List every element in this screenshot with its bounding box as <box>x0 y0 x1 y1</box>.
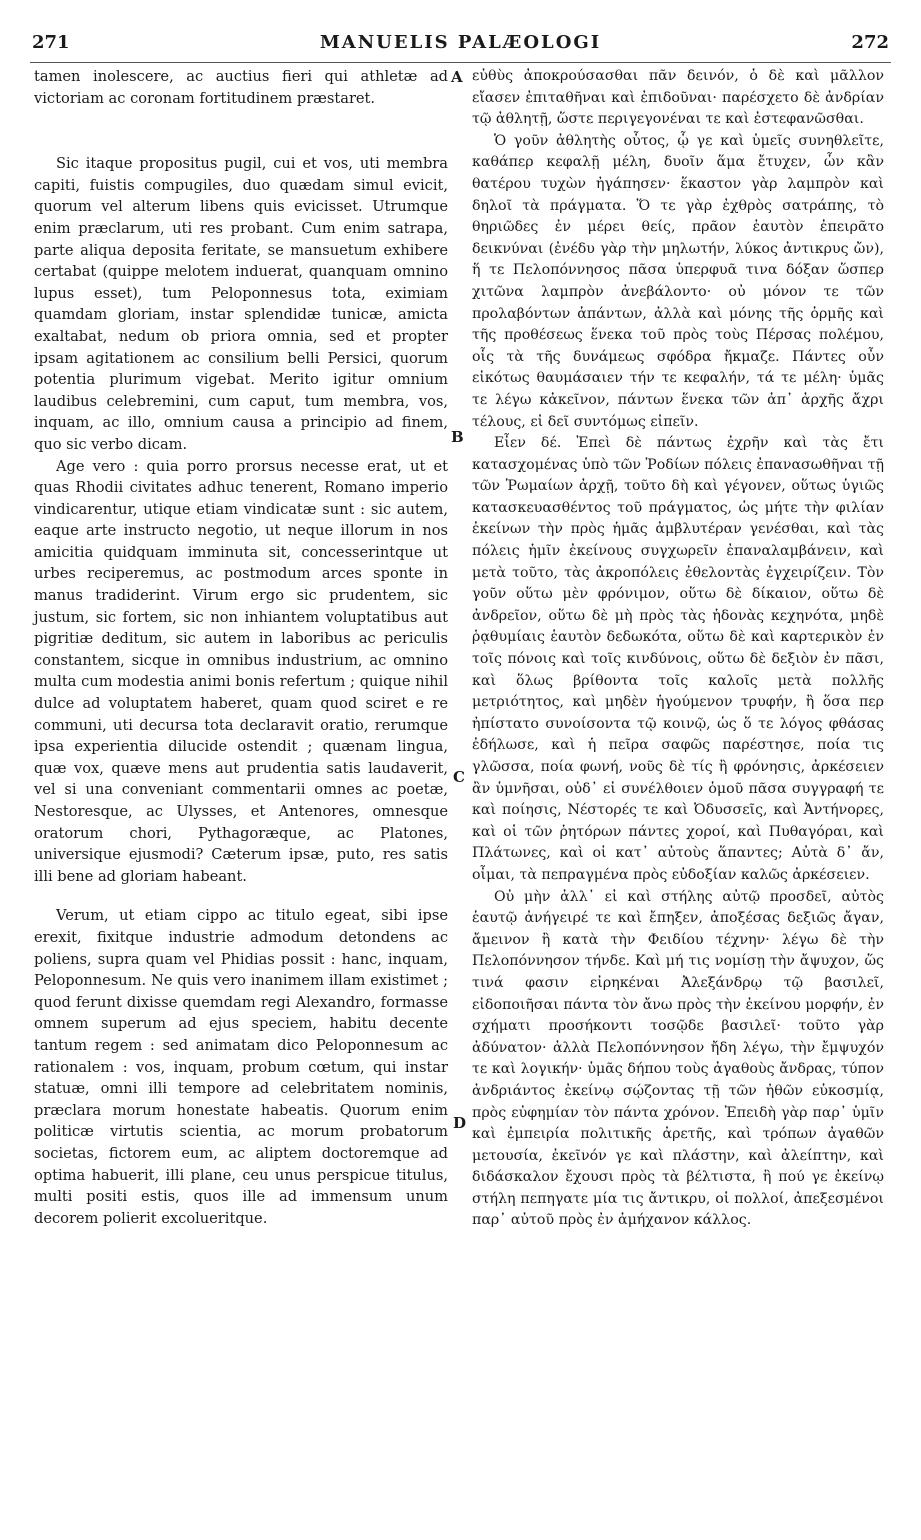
latin-paragraph-3: Verum, ut etiam cippo ac titulo egeat, sibi ipse erexit, fixitque industrie admodum detondens ac poliens, supra quam vel Phidias possit : hanc, inquam, Peloponnesum. Ne quis vero inanimem illam existimet ; quod ferunt dixisse quemdam regi Alexandro, formasse omnem superum ad ejus speciem, habitu decente tantum regem : sed animatam dico Peloponnesum ac rationalem : vos, inquam, probum cœtum, qui instar statuæ, omni illi tempore ad celebritatem nominis, præclara morum honestate habeatis. Quorum enim politicæ virtutis scientia, ac morum probatorum societas, fictorem eum, ac aliptem doctoremque ad optima habuerit, illi plane, ceu unus perspicue titulus, multi positi estis, quos ille ad immensum unum decorem polierit excolueritque. <box>34 907 448 1227</box>
header-rule <box>30 62 891 63</box>
page-header <box>30 30 891 60</box>
latin-column <box>34 66 448 1229</box>
latin-paragraph-1: Sic itaque propositus pugil, cui et vos, uti membra capiti, fuistis compugiles, duo quædam simul evicit, quorum vel alterum libens quis evicisset. Utrumque enim præclarum, uti res probant. Cum enim satrapa, parte aliqua deposita feritate, se mansuetum exhibere certabat (quippe melotem induerat, quanquam omnino lupus esset), tum Peloponnesus tota, eximiam quamdam gloriam, instar splendidæ tunicæ, amicta exaltabat, nedum ob priora omnia, sed et propter ipsam agitationem ac consilium belli Persici, quorum potentia plurimum vigebat. Merito igitur omnium laudibus celebremini, cum caput, tum membra, vos, inquam, ac illo, omnium causa a principio ad finem, quo sic verbo dicam. <box>34 155 448 453</box>
latin-paragraph-0: tamen inolescere, ac auctius fieri qui athletæ ad victoriam ac coronam fortitudinem præstaret. <box>34 68 448 107</box>
running-title: MANUELIS PALÆOLOGI <box>319 32 602 53</box>
greek-paragraph-1: Ὁ γοῦν ἀθλητὴς οὗτος, ᾧ γε καὶ ὑμεῖς συνηθλεῖτε, καθάπερ κεφαλῇ μέλη, δυοῖν ἅμα ἔτυχεν, ὧν κἂν θατέρου τυχὼν ἠγάπησεν· ἕκαστον γὰρ λαμπρὸν καὶ δηλοῖ τὰ πράγματα. Ὅ τε γὰρ ἐχθρὸς σατράπης, τὸ θηριῶδες ἐν μέρει θείς, πρᾶον ἑαυτὸν ἐπειρᾶτο δεικνύναι (ἐνέδυ γὰρ τὴν μηλωτήν, λύκος ἀντικρυς ὤν), ἥ τε Πελοπόννησος πᾶσα ὑπερφυᾶ τινα δόξαν ὥσπερ χιτῶνα λαμπρὸν ἀνεβάλοντο· οὐ μόνον τε τῶν προλαβόντων ἁπάντων, ἀλλὰ καὶ μόνης τῆς ὁρμῆς καὶ τῆς προθέσεως ἕνεκα τοῦ πρὸς τοὺς Πέρσας πολέμου, οἷς τὰ τῆς δυνάμεως σφόδρα ἤκμαζε. Πάντες οὖν εἰκότως θαυμάσαιεν τήν τε κεφαλήν, τά τε μέλη· ὑμᾶς τε λέγω κἀκεῖνον, πάντων ἕνεκα τῶν ἀπ᾽ ἀρχῆς ἄχρι τέλους, εἰ δεῖ συντόμως εἰπεῖν. <box>472 132 884 430</box>
margin-letter-a: A <box>451 68 463 86</box>
greek-paragraph-0: εὐθὺς ἀποκρούσασθαι πᾶν δεινόν, ὁ δὲ καὶ μᾶλλον εἴασεν ἐπιταθῆναι καὶ ἐπιδοῦναι· παρέσχετο δὲ ἀνδρίαν τῷ ἀθλητῇ, ὥστε περιγεγονέναι τε καὶ ἐστεφανῶσθαι. <box>472 68 884 128</box>
page-number-left: 271 <box>32 32 70 53</box>
latin-paragraph-2: Age vero : quia porro prorsus necesse erat, ut et quas Rhodii civitates adhuc tenerent, Romano imperio vindicarentur, utique etiam vindicatæ sunt : sic autem, eaque arte instructo negotio, ut neque illorum in nos amicitia quidquam imminuta sit, concesserintque ut urbes reciperemus, ac postmodum arces sponte in manus tradiderint. Virum ergo sic prudentem, sic justum, sic fortem, sic non inhiantem voluptatibus aut pigritiæ deditum, sic autem in laboribus ac periculis constantem, sicque in omnibus industrium, ac omnino multa cum modestia animi bonis refertum ; quique nihil dulce ad voluptatem haberet, quam quod sciret e re communi, uti decursa tota declaravit oratio, rerumque ipsa experientia dilucide ostendit ; quænam lingua, quæ vox, quæve mens aut prudentia satis laudaverit, vel si una conveniant commentarii omnes ac poetæ, Nestoresque, ac Ulysses, et Antenores, omnesque oratorum chori, Pythagoræque, ac Platones, universique ejusmodi? Cæterum ipsæ, puto, res satis illi bene ad gloriam habeant. <box>34 457 448 885</box>
margin-letter-d: D <box>453 1114 467 1132</box>
greek-paragraph-3: Οὐ μὴν ἀλλ᾽ εἰ καὶ στήλης αὐτῷ προσδεῖ, αὐτὸς ἑαυτῷ ἀνήγειρέ τε καὶ ἔπηξεν, ἀποξέσας δεξιῶς ἄγαν, ἄμεινον ἢ κατὰ τὴν Φειδίου τέχνην· λέγω δὲ τὴν Πελοπόννησον τήνδε. Καὶ μή τις νομίσῃ τὴν ἄψυχον, ὥς τινά φασιν εἰρηκέναι Ἀλεξάνδρῳ τῷ βασιλεῖ, εἰδοποιῆσαι πάντα τὸν ἄνω πρὸς τὴν ἐκείνου μορφήν, ἐν σχήματι προσήκοντι τοσῷδε βασιλεῖ· τοῦτο γὰρ ἀδύνατον· ἀλλὰ Πελοπόννησον ἤδη λέγω, τὴν ἔμψυχόν τε καὶ λογικήν· ὑμᾶς δήπου τοὺς ἀγαθοὺς ἄνδρας, τύπον ἀνδριάντος ἐκείνῳ σῴζοντας τῇ τῶν ἠθῶν εὐκοσμίᾳ, πρὸς εὐφημίαν τὸν πάντα χρόνον. Ἐπειδὴ γὰρ παρ᾽ ὑμῖν καὶ ἐμπειρία πολιτικῆς ἀρετῆς, καὶ τρόπων ἀγαθῶν μετουσία, ἐκεῖνόν γε καὶ πλάστην, καὶ ἀλείπτην, καὶ διδάσκαλον ἔχουσι πρὸς τὰ βέλτιστα, ἣ πού γε ἐκείνῳ στήλη πεπηγατε μία τις ἄντικρυ, οἱ πολλοί, ἀπεξεσμένοι παρ᾽ αὐτοῦ πρὸς ἐν ἀμήχανον κάλλος. <box>472 888 884 1229</box>
margin-letter-b: B <box>451 428 464 446</box>
margin-letter-c: C <box>453 768 465 786</box>
greek-column <box>472 66 884 1232</box>
page-number-right: 272 <box>851 32 889 53</box>
greek-paragraph-2: Εἶεν δέ. Ἐπεὶ δὲ πάντως ἐχρῆν καὶ τὰς ἔτι κατασχομένας ὑπὸ τῶν Ῥοδίων πόλεις ἐπανασωθῆναι τῇ τῶν Ῥωμαίων ἀρχῇ, τοῦτο δὴ καὶ γέγονεν, οὕτως ὑγιῶς κατασκευασθέντος τοῦ πράγματος, ὡς μήτε τὴν φιλίαν ἐκείνων τὴν πρὸς ἡμᾶς ἀμβλυτέραν γενέσθαι, καὶ τὰς πόλεις ἡμῖν ἐκείνους συγχωρεῖν ἐπαναλαμβάνειν, καὶ μετὰ τοῦτο, τὰς ἀκροπόλεις ἐθελοντὰς ἐγχειρίζειν. Τὸν γοῦν οὕτω μὲν φρόνιμον, οὕτω δὲ δίκαιον, οὕτω δὲ ἀνδρεῖον, οὕτω δὲ μὴ πρὸς τὰς ἡδονὰς κεχηνότα, μηδὲ ῥᾳθυμίαις ἑαυτὸν δεδωκότα, οὕτω δὲ καὶ καρτερικὸν ἐν τοῖς πόνοις καὶ τοῖς κινδύνοις, οὕτω δὲ δεξιὸν ἐν πᾶσι, καὶ ὅλως βρίθοντα τοῖς καλοῖς μετὰ πολλῆς μετριότητος, καὶ μηδὲν ἡγούμενον τρυφήν, ἢ ὅσα περ ἠπίστατο συνοίσοντα τῷ κοινῷ, ὡς ὅ τε λόγος φθάσας ἐδήλωσε, καὶ ἡ πεῖρα σαφῶς παρέστησε, ποία τις γλῶσσα, ποία φωνή, νοῦς δὲ τίς ἢ φρόνησις, ἀρκέσειεν ἂν ὑμνῆσαι, οὐδ᾽ εἰ συνέλθοιεν ὁμοῦ πᾶσα συγγραφή τε καὶ ποίησις, Νέστορές τε καὶ Ὀδυσσεῖς, καὶ Ἀντήνορες, καὶ οἱ τῶν ῥητόρων πάντες χοροί, καὶ Πυθαγόραι, καὶ Πλάτωνες, καὶ οἱ κατ᾽ αὐτοὺς ἅπαντες; Αὐτὰ δ᾽ ἄν, οἶμαι, τὰ πεπραγμένα πρὸς εὐδοξίαν καλῶς ἀρκέσειεν. <box>472 435 884 883</box>
